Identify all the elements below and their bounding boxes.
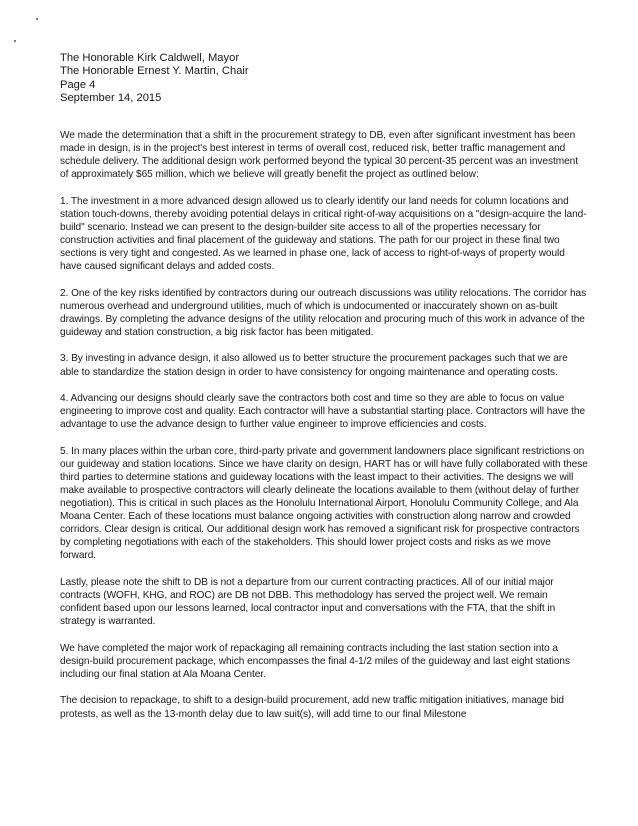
recipient-line-2: The Honorable Ernest Y. Martin, Chair [60, 65, 249, 78]
recipient-line-1: The Honorable Kirk Caldwell, Mayor [60, 52, 240, 64]
letter-body [60, 129, 588, 734]
paragraph-point-2: 2. One of the key risks identified by contractors during our outreach discussions was utility relocations. The corridor has numerous overhead and underground utilities, much of which is undocumented or inaccurately shown on as-built drawings. By completing the advance designs of the utility relocation and procuring much of this work in advance of the guideway and station construction, a big risk factor has been mitigated. [60, 287, 587, 338]
paragraph-lastly: Lastly, please note the shift to DB is not a departure from our current contracting practices. All of our initial major contracts (WOFH, KHG, and ROC) are DB not DBB. This methodology has served the project well. We remain confident based upon our lessons learned, local contractor input and conversations with the FTA, that the shift in strategy is warranted. [60, 576, 556, 628]
paragraph-decision: The decision to repackage, to shift to a design-build procurement, add new traffic mitigation initiatives, manage bid protests, as well as the 13-month delay due to law suit(s), will add time to our final Milestone [60, 695, 564, 720]
paragraph-point-5: 5. In many places within the urban core, third-party private and government landowners place significant restrictions on our guideway and station locations. Since we have clarity on design, HART has or will have fully collaborated with these third parties to determine stations and guideway locations with the least impact to their activities. The designs we will make available to prospective contractors will clearly delineate the locations available to them (without delay of further negotiation). This is critical in such places as the Honolulu International Airport, Honolulu Community College, and Ala Moana Center. Each of these locations must balance ongoing activities with construction along narrow and crowded corridors. Clear design is critical. Our additional design work has removed a significant risk for prospective contractors by completing negotiations with each of the stakeholders. This should lower project costs and risks as we move forward. [60, 445, 588, 562]
letter-date: September 14, 2015 [60, 92, 162, 105]
page-number: Page 4 [60, 78, 96, 91]
scan-speck-2 [14, 40, 16, 42]
paragraph-repackaging: We have completed the major work of repackaging all remaining contracts including the last station section into a design-build procurement package, which encompasses the final 4-1/2 miles of the guideway and last eight stations including our final station at Ala Moana Center. [60, 642, 570, 680]
scan-speck-1 [36, 18, 38, 20]
paragraph-point-1: 1. The investment in a more advanced design allowed us to clearly identify our land needs for column locations and station touch-downs, thereby avoiding potential delays in critical right-of-way acquisitions on a "design-acquire the land-build" scenario. Instead we can present to the design-builder site access to all of the properties necessary for construction activities and final placement of the guideway and stations. The path for our project in these final two sections is very tight and congested. As we learned in phase one, lack of access to right-of-ways of property would have caused significant delays and added costs. [60, 195, 587, 273]
paragraph-point-4: 4. Advancing our designs should clearly save the contractors both cost and time so they are able to focus on value engineering to improve cost and quality. Each contractor will have a substantial starting place. Contractors will have the advantage to use the advance design to further value engineer to improve efficiencies and costs. [60, 393, 586, 431]
letter-header [60, 52, 249, 106]
paragraph-point-3: 3. By investing in advance design, it also allowed us to better structure the procurement packages such that we are able to standardize the station design in order to have consistency for ongoing maintenance and operating costs. [60, 353, 568, 378]
paragraph-intro: We made the determination that a shift in the procurement strategy to DB, even after significant investment has been made in design, is in the project's best interest in terms of overall cost, reduced risk, better traffic management and schedule delivery. The additional design work performed beyond the typical 30 percent-35 percent was an investment of approximately $65 million, which we believe will greatly benefit the project as outlined below: [60, 130, 578, 181]
